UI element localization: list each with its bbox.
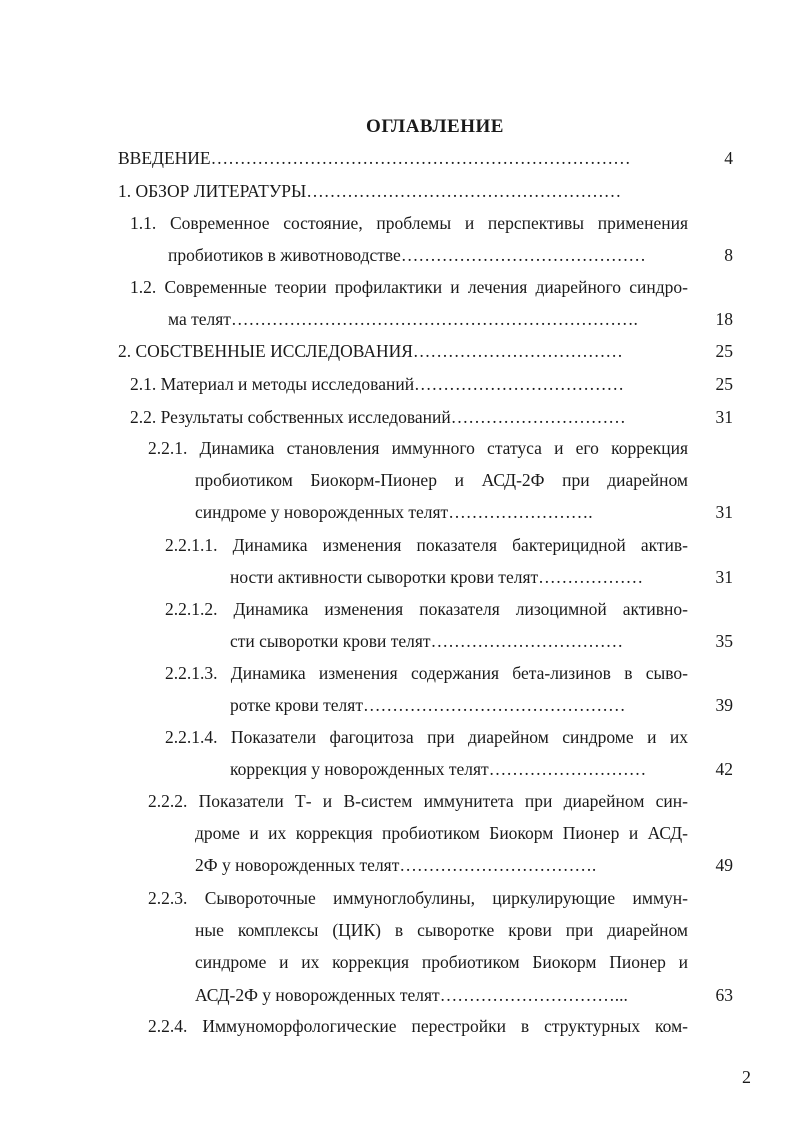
toc-page-number: 39 [715,695,733,716]
toc-line: 2.2.1.4. Показатели фагоцитоза при диарейном синдроме и их [165,727,688,747]
toc-page-number: 25 [715,374,733,394]
toc-line: 2.2.2. Показатели Т- и В-систем иммунитета при диарейном син- [148,791,688,811]
toc-line: ма телят……………………………………………………………. [168,309,638,330]
toc-line: ные комплексы (ЦИК) в сыворотке крови при диарейном [195,920,688,941]
toc-line: 2.2.1.3. Динамика изменения содержания бета-лизинов в сыво- [165,663,688,683]
toc-line: 2.2. Результаты собственных исследований………………………… [130,407,626,427]
toc-page-number: 4 [724,148,733,168]
toc-line: 2Ф у новорожденных телят……………………………. [195,855,597,876]
toc-line: коррекция у новорожденных телят……………………… [230,759,647,780]
toc-line: пробиотиков в животноводстве…………………………………… [168,245,646,266]
toc-line: ротке крови телят……………………………………… [230,695,626,716]
toc-page-number: 31 [715,407,733,427]
toc-line: 2.2.4. Иммуноморфологические перестройки в структурных ком- [148,1016,688,1036]
toc-page-number: 63 [715,984,733,1005]
toc-page-number: 49 [715,855,733,876]
toc-line: 2.2.1.1. Динамика изменения показателя бактерицидной актив- [165,535,688,555]
toc-page-number: 25 [715,341,733,361]
toc-line: ности активности сыворотки крови телят……………… [230,567,644,588]
toc-line: 2.2.1. Динамика становления иммунного статуса и его коррекция [148,438,688,458]
toc-line: синдроме и их коррекция пробиотиком Биокорм Пионер и [195,952,688,973]
toc-line: синдроме у новорожденных телят……………………. [195,502,593,523]
toc-page-number: 31 [715,502,733,523]
toc-line: 2. СОБСТВЕННЫЕ ИССЛЕДОВАНИЯ……………………………… [118,341,623,361]
toc-line: 2.2.3. Сывороточные иммуноглобулины, циркулирующие иммун- [148,888,688,908]
toc-line: пробиотиком Биокорм-Пионер и АСД-2Ф при диарейном [195,470,688,491]
toc-page-number: 8 [724,245,733,266]
toc-page-number: 31 [715,567,733,588]
toc-line: сти сыворотки крови телят…………………………… [230,631,624,652]
toc-line: ВВЕДЕНИЕ……………………………………………………………… [118,148,631,168]
toc-page-number: 18 [715,309,733,330]
toc-line: 2.2.1.2. Динамика изменения показателя лизоцимной активно- [165,599,688,619]
toc-line: 1.2. Современные теории профилактики и лечения диарейного синдро- [130,277,688,297]
toc-line: АСД-2Ф у новорожденных телят…………………………... [195,984,628,1005]
page-title: ОГЛАВЛЕНИЕ [366,116,504,137]
toc-page-number: 35 [715,631,733,652]
toc-page-number: 42 [715,759,733,780]
page-number: 2 [742,1067,751,1087]
toc-line: 1.1. Современное состояние, проблемы и перспективы применения [130,213,688,233]
toc-line: 1. ОБЗОР ЛИТЕРАТУРЫ……………………………………………… [118,181,622,201]
toc-line: дроме и их коррекция пробиотиком Биокорм Пионер и АСД- [195,823,688,844]
toc-line: 2.1. Материал и методы исследований……………………………… [130,374,625,394]
